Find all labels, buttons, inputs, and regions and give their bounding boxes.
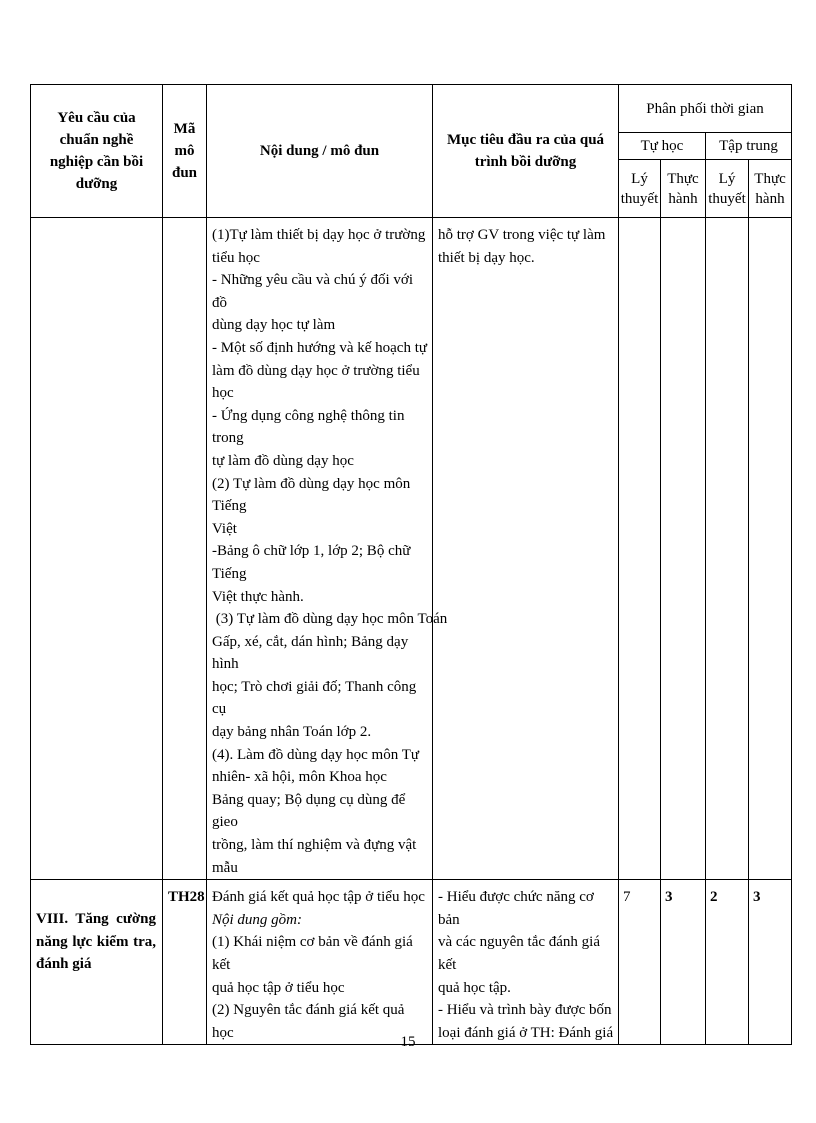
conc-theory-value: 2 [706,880,749,1045]
header-self-theory: Lý thuyết [619,160,661,218]
content-line: (4). Làm đồ dùng dạy học môn Tự [212,746,419,763]
objective-line: quả học tập. [438,979,511,996]
objective-line: - Hiểu được chức năng cơ bản [438,889,594,928]
objective-line: thiết bị dạy học. [438,249,535,266]
objective-line: - Hiểu và trình bày được bốn [438,1002,612,1019]
requirement-line: VIII. Tăng cường [36,911,156,928]
content-line: (2) Tự làm đồ dùng dạy học môn Tiếng [212,475,411,515]
header-conc-practice: Thực hành [749,160,792,218]
requirement-cell [31,880,163,1045]
content-line: trồng, làm thí nghiệm và đựng vật mẫu [212,837,417,876]
header-self-study: Tự học [619,133,706,160]
content-line: Việt [212,520,237,537]
content-cell [207,880,433,1045]
content-line: nhiên- xã hội, môn Khoa học [212,769,387,786]
content-line: quả học tập ở tiểu học [212,979,345,996]
curriculum-table [30,84,792,1045]
self-practice-value: 3 [661,880,706,1045]
requirement-line: năng lực kiểm tra, [36,933,156,950]
objective-cell [433,880,619,1045]
header-self-practice: Thực hành [661,160,706,218]
module-code-cell: TH28 [163,880,207,1045]
module-code-cell [163,218,207,880]
objective-line: loại đánh giá ở TH: Đánh giá [438,1024,614,1041]
conc-theory-cell [706,218,749,880]
content-line: dùng dạy học tự làm [212,317,336,334]
self-theory-value: 7 [619,880,661,1045]
objective-cell [433,218,619,880]
content-line: -Bảng ô chữ lớp 1, lớp 2; Bộ chữ Tiếng [212,543,411,582]
content-line: học; Trò chơi giải đố; Thanh công cụ [212,678,417,718]
requirement-line: đánh giá [36,956,92,973]
content-line: dạy bảng nhân Toán lớp 2. [212,724,372,741]
conc-practice-cell [749,218,792,880]
header-row-1 [31,85,792,133]
content-line: Việt thực hành. [212,588,304,605]
self-theory-cell [619,218,661,880]
content-line: (3) Tự làm đồ dùng dạy học môn Toán [212,611,448,628]
header-concentrated: Tập trung [706,133,792,160]
content-line: (1)Tự làm thiết bị dạy học ở trường [212,227,426,243]
header-content: Nội dung / mô đun [207,85,433,218]
content-line: tiểu học [212,249,260,266]
content-line: Đánh giá kết quả học tập ở tiểu học [212,889,425,906]
content-line: - Ứng dụng công nghệ thông tin trong [212,407,405,447]
content-cell [207,218,448,880]
header-objective: Mục tiêu đầu ra của quá trình bồi dưỡng [433,85,619,218]
requirement-cell [31,218,163,880]
header-requirement: Yêu cầu của chuẩn nghề nghiệp cần bồi dưỡng [31,85,163,218]
self-practice-cell [661,218,706,880]
page-number: 15 [400,1034,416,1050]
content-line: (2) Nguyên tắc đánh giá kết quả học [212,1002,405,1041]
header-conc-theory: Lý thuyết [706,160,749,218]
table-row [31,218,792,880]
content-line: Gấp, xé, cắt, dán hình; Bảng dạy hình [212,633,409,673]
content-line: - Một số định hướng và kế hoạch tự [212,339,427,356]
content-line: Bảng quay; Bộ dụng cụ dùng để gieo [212,791,406,831]
header-time-distribution: Phân phối thời gian [619,85,792,133]
conc-practice-value: 3 [749,880,792,1045]
content-line: Nội dung gồm: [212,911,302,928]
table-row [31,880,792,1045]
content-line: làm đồ dùng dạy học ở trường tiểu học [212,362,420,402]
header-module-code: Mã mô đun [163,85,207,218]
content-line: - Những yêu cầu và chú ý đối với đồ [212,272,414,311]
objective-line: và các nguyên tắc đánh giá kết [438,934,601,973]
objective-line: hỗ trợ GV trong việc tự làm [438,227,606,243]
content-line: tự làm đồ dùng dạy học [212,452,354,469]
content-line: (1) Khái niệm cơ bản về đánh giá kết [212,934,413,973]
